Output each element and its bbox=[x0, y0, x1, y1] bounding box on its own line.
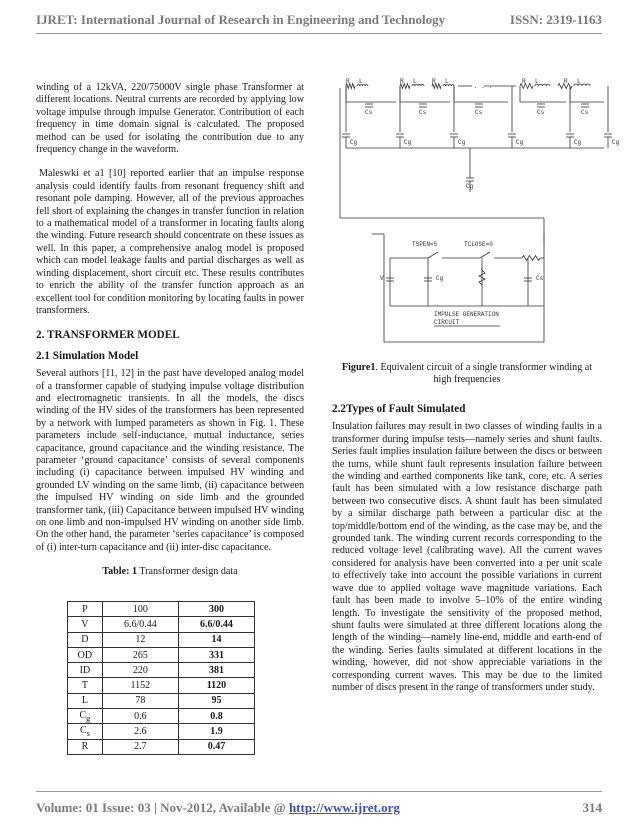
table-cell: R bbox=[68, 739, 103, 754]
resistor-symbol bbox=[522, 256, 540, 261]
label-cs: Cs bbox=[581, 109, 589, 116]
table-cell: 265 bbox=[102, 647, 178, 662]
label-source: V bbox=[380, 275, 384, 282]
right-column bbox=[332, 403, 602, 694]
table-cell: V bbox=[68, 617, 103, 632]
table-cell: 331 bbox=[178, 647, 254, 662]
table-cell: 14 bbox=[178, 632, 254, 647]
label-tspen: TSPEN=5 bbox=[412, 241, 438, 248]
table-row bbox=[68, 647, 255, 662]
label-l: L bbox=[445, 78, 449, 85]
table-cell: 78 bbox=[102, 693, 178, 708]
label-l: L bbox=[359, 78, 363, 85]
table-row bbox=[68, 632, 255, 647]
table-cell: 95 bbox=[178, 693, 254, 708]
table-cell: 220 bbox=[102, 663, 178, 678]
table-cell: 2.6 bbox=[102, 724, 178, 739]
label-cg: Cg bbox=[466, 183, 474, 190]
table-cell: 6.6/0.44 bbox=[178, 617, 254, 632]
table-row bbox=[68, 678, 255, 693]
table-row bbox=[68, 709, 255, 724]
figure-caption-label: Figure1 bbox=[341, 362, 376, 373]
table-cell: 1152 bbox=[102, 678, 178, 693]
label-c2: Cs bbox=[536, 275, 544, 282]
footer-rule bbox=[36, 791, 602, 792]
label-l: L bbox=[413, 78, 417, 85]
table-row bbox=[68, 739, 255, 754]
table-cell: 381 bbox=[178, 663, 254, 678]
table-cell: 1.9 bbox=[178, 724, 254, 739]
paragraph-simulation: Several authors [11, 12] in the past have developed analog model of a transformer capable of studying impulse voltage distribution and electromagnetic transients. In all the models, the discs winding of the HV sides of the transformers has been represented by a network with lumped parameters as shown in Fig. 1. These parameters include self-inductance, mutual inductance, series capacitance, ground capacitance and the winding resistance. The parameter ‘ground capacitance’ consists of several components including (i) capacitance between impulsed HV winding and grounded LV winding on the same limb, (ii) capacitance between the impulsed HV winding on side limb and the grounded transformer tank, (iii) Capacitance between impulsed HV winding on one limb and non-impulsed HV winding on another side limb. On the other hand, the parameter ‘series capacitance’ is composed of (i) inter-turn capacitance and (ii) inter-disc capacitance. bbox=[36, 368, 304, 553]
label-cg: Cg bbox=[404, 139, 412, 146]
label-impulse-circuit: CIRCUIT bbox=[434, 319, 460, 326]
label-cs: Cs bbox=[365, 109, 373, 116]
footer-link[interactable]: http://www.ijret.org bbox=[288, 800, 400, 815]
paragraph-maleswki: Maleswki et a1 [10] reported earlier that an impulse response analysis could identify faults from resonant frequency shift and resonant pole damping. However, all of the previous approaches fell short of explaining the changes in transfer function in relation to a mathematical model of a transformer in locating faults along the winding. Future research should concentrate on these issues as well. In this paper, a comprehensive analog model is proposed which can model leakage faults and partial discharges as well as winding displacement, short circuit etc. These results contributes to enrich the ability of the transfer function approach as an excellent tool for condition monitoring by locating faults in power transformers. bbox=[36, 168, 304, 316]
label-cs: Cs bbox=[537, 109, 545, 116]
table-row bbox=[68, 617, 255, 632]
figure-caption-text: . Equivalent circuit of a single transformer winding at high frequencies bbox=[375, 362, 593, 386]
label-cg: Cg bbox=[612, 139, 620, 146]
table-cell: D bbox=[68, 632, 103, 647]
table-row bbox=[68, 602, 255, 617]
journal-header: IJRET: International Journal of Research in Engineering and Technology bbox=[36, 12, 446, 27]
table-row bbox=[68, 724, 255, 739]
ellipsis: . . . bbox=[474, 83, 493, 90]
label-tclose: TCLOSE=0 bbox=[464, 241, 493, 248]
table-cell: 100 bbox=[102, 602, 178, 617]
label-cg: Cg bbox=[574, 139, 582, 146]
table-cell: 6.6/0.44 bbox=[102, 617, 178, 632]
label-l: L bbox=[577, 78, 581, 85]
table-cell: 0.47 bbox=[178, 739, 254, 754]
table-caption bbox=[36, 566, 304, 578]
label-c1: Cg bbox=[436, 275, 444, 282]
paragraph-intro-continued: winding of a 12kVA, 220/75000V single phase Transformer at different locations. Neutral currents are recorded by applying low voltage impulse through impulse Generator. Contribution of each frequency in time domain signal is calculated. The proposed method can be used for isolating the contribution due to any frequency change in the waveform. bbox=[36, 82, 304, 156]
table-caption-label: Table: 1 bbox=[102, 566, 138, 578]
table-row bbox=[68, 663, 255, 678]
equivalent-circuit-figure bbox=[332, 74, 620, 350]
table-cell: T bbox=[68, 678, 103, 693]
table-caption-text: Transformer design data bbox=[137, 566, 238, 578]
label-impulse-title: IMPULSE GENERATION bbox=[434, 311, 499, 318]
table-cell: 300 bbox=[178, 602, 254, 617]
table-cell: 0.8 bbox=[178, 709, 254, 724]
label-r: R bbox=[346, 78, 350, 85]
table-cell: 2.7 bbox=[102, 739, 178, 754]
table-cell: OD bbox=[68, 647, 103, 662]
label-r: R bbox=[564, 78, 568, 85]
table-row bbox=[68, 693, 255, 708]
table-cell: $C_g$ bbox=[68, 709, 103, 724]
table-cell: ID bbox=[68, 663, 103, 678]
table-cell: P bbox=[68, 602, 103, 617]
label-cs: Cs bbox=[475, 109, 483, 116]
label-r: R bbox=[432, 78, 436, 85]
left-column bbox=[36, 82, 304, 579]
header-rule bbox=[36, 33, 602, 34]
label-cs: Cs bbox=[419, 109, 427, 116]
subsection-heading-faults: 2.2Types of Fault Simulated bbox=[332, 403, 466, 415]
label-cg: Cg bbox=[516, 139, 524, 146]
label-cg: Cg bbox=[458, 139, 466, 146]
design-data-table bbox=[67, 601, 255, 755]
label-r: R bbox=[400, 78, 404, 85]
paragraph-faults: Insulation failures may result in two classes of winding faults in a transformer during impulse tests—namely series and shunt faults. Series fault implies insulation failure between the discs or between the turns, while shunt fault represents insulation failure between the winding and earthed components like tank, core, etc. A series fault has been simulated with a low resistance discharge path between two consecutive discs. A shunt fault has been simulated by a similar discharge path between a particular disc at the top/middle/bottom end of the winding, as the case may be, and the grounded tank. The winding current records corresponding to the reduced voltage level (calibrating wave). All the current waves considered for analysis have been converted into a per unit scale to effectively take into account the possible variations in current wave due to applied voltage wave magnitude variations. Each fault has been made to involve 5–10% of the entire winding length. To investigate the sensitivity of the proposed method, shunt faults were simulated at three different locations along the length of the winding—namely line-end, middle and earth-end of the winding. Series faults simulated at different locations in the winding, however, did not show appreciable variations in the corresponding current waves. This may be due to the limited number of discs present in the range of transformers under study. bbox=[332, 421, 602, 693]
label-r: R bbox=[522, 78, 526, 85]
switch-symbol bbox=[428, 252, 438, 258]
label-cg: Cg bbox=[350, 139, 358, 146]
section-heading-model: 2. TRANSFORMER MODEL bbox=[36, 329, 180, 342]
table-cell: $C_s$ bbox=[68, 724, 103, 739]
subsection-heading-simulation: 2.1 Simulation Model bbox=[36, 349, 139, 362]
footer-volume bbox=[36, 800, 400, 816]
issn-header: ISSN: 2319-1163 bbox=[509, 12, 602, 27]
table-cell: L bbox=[68, 693, 103, 708]
switch-symbol bbox=[480, 252, 490, 258]
figure-caption bbox=[332, 362, 602, 387]
footer-text: Volume: 01 Issue: 03 | Nov-2012, Available @ bbox=[36, 800, 289, 815]
table-cell: 0.6 bbox=[102, 709, 178, 724]
table-cell: 12 bbox=[102, 632, 178, 647]
page-number: 314 bbox=[582, 800, 602, 815]
label-l: L bbox=[535, 78, 539, 85]
table-cell: 1120 bbox=[178, 678, 254, 693]
